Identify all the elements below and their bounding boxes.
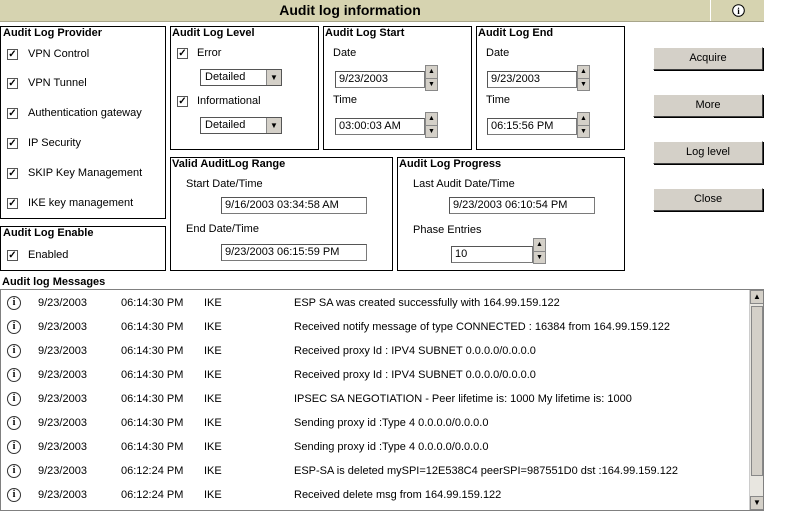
chevron-down-icon[interactable]: ▼ — [266, 70, 281, 85]
message-source: IKE — [204, 321, 222, 333]
provider-checkbox[interactable]: ✓ — [8, 168, 17, 179]
chevron-down-icon[interactable]: ▼ — [266, 118, 281, 133]
provider-checkbox[interactable]: ✓ — [8, 108, 17, 119]
provider-checkbox[interactable]: ✓ — [8, 198, 17, 209]
scroll-up-icon[interactable]: ▲ — [750, 290, 764, 304]
message-text: ESP-SA is deleted mySPI=12E538C4 peerSPI=987551D0 dst :164.99.159.122 — [294, 465, 679, 477]
message-time: 06:14:30 PM — [121, 393, 184, 405]
range-start-label: Start Date/Time — [186, 178, 263, 190]
message-text: Received proxy Id : IPV4 SUBNET 0.0.0.0/0.0.0.0 — [294, 345, 536, 357]
message-date: 9/23/2003 — [38, 321, 87, 333]
provider-title: Audit Log Provider — [3, 27, 102, 39]
message-time: 06:12:24 PM — [121, 465, 184, 477]
message-text: Sending proxy id :Type 4 0.0.0.0/0.0.0.0 — [294, 417, 489, 429]
start-time-label: Time — [333, 94, 358, 106]
page-title: Audit log information — [279, 2, 421, 18]
phase-entries-label: Phase Entries — [413, 224, 482, 236]
start-date-label: Date — [333, 47, 357, 59]
info-icon: i — [7, 440, 21, 454]
message-time: 06:14:30 PM — [121, 369, 184, 381]
spin-down-icon[interactable]: ▼ — [536, 254, 543, 261]
end-date-field[interactable]: 9/23/2003 — [487, 71, 577, 88]
info-icon: i — [7, 416, 21, 430]
progress-title: Audit Log Progress — [399, 158, 502, 170]
provider-label: VPN Tunnel — [28, 77, 87, 89]
message-time: 06:14:30 PM — [121, 297, 184, 309]
message-time: 06:12:24 PM — [121, 489, 184, 501]
error-level-value: Detailed — [205, 71, 246, 83]
message-date: 9/23/2003 — [38, 465, 87, 477]
message-row[interactable] — [1, 412, 746, 436]
start-date-spinner[interactable] — [425, 65, 438, 91]
message-time: 06:14:30 PM — [121, 417, 184, 429]
title-bar — [0, 0, 764, 22]
range-start-field[interactable]: 9/16/2003 03:34:58 AM — [221, 197, 367, 214]
message-date: 9/23/2003 — [38, 441, 87, 453]
info-icon: i — [7, 344, 21, 358]
error-level-select[interactable] — [200, 69, 282, 86]
message-date: 9/23/2003 — [38, 393, 87, 405]
message-source: IKE — [204, 369, 222, 381]
messages-list[interactable] — [0, 289, 764, 511]
end-time-field[interactable]: 06:15:56 PM — [487, 118, 577, 135]
info-icon: i — [7, 320, 21, 334]
info-level-value: Detailed — [205, 119, 246, 131]
spin-up-icon[interactable]: ▲ — [578, 66, 589, 79]
message-row[interactable] — [1, 484, 746, 508]
provider-label: IKE key management — [28, 197, 134, 209]
message-text: Received proxy Id : IPV4 SUBNET 0.0.0.0/0.0.0.0 — [294, 369, 536, 381]
error-checkbox[interactable]: ✓ — [178, 48, 187, 59]
enabled-checkbox[interactable]: ✓ — [8, 250, 17, 261]
scroll-down-icon[interactable]: ▼ — [750, 496, 764, 510]
message-source: IKE — [204, 465, 222, 477]
message-date: 9/23/2003 — [38, 297, 87, 309]
message-source: IKE — [204, 417, 222, 429]
range-end-label: End Date/Time — [186, 223, 259, 235]
message-row[interactable] — [1, 340, 746, 364]
end-time-label: Time — [486, 94, 511, 106]
end-date-label: Date — [486, 47, 510, 59]
provider-label: VPN Control — [28, 48, 90, 60]
last-audit-field[interactable]: 9/23/2003 06:10:54 PM — [449, 197, 595, 214]
info-icon — [732, 4, 745, 17]
phase-entries-field[interactable]: 10 — [451, 246, 533, 263]
message-row[interactable] — [1, 388, 746, 412]
info-button[interactable] — [710, 0, 765, 21]
phase-entries-spinner[interactable] — [533, 238, 546, 264]
message-date: 9/23/2003 — [38, 489, 87, 501]
provider-label: IP Security — [28, 137, 81, 149]
range-end-field[interactable]: 9/23/2003 06:15:59 PM — [221, 244, 367, 261]
start-date-field[interactable]: 9/23/2003 — [335, 71, 425, 88]
last-audit-label: Last Audit Date/Time — [413, 178, 515, 190]
message-source: IKE — [204, 393, 222, 405]
informational-label: Informational — [197, 95, 261, 107]
message-date: 9/23/2003 — [38, 369, 87, 381]
message-source: IKE — [204, 345, 222, 357]
message-source: IKE — [204, 441, 222, 453]
spin-up-icon[interactable]: ▲ — [534, 239, 545, 252]
end-title: Audit Log End — [478, 27, 554, 39]
spin-down-icon[interactable]: ▼ — [580, 81, 587, 88]
message-text: Sending proxy id :Type 4 0.0.0.0/0.0.0.0 — [294, 441, 489, 453]
provider-checkbox[interactable]: ✓ — [8, 49, 17, 60]
info-icon: i — [7, 488, 21, 502]
start-time-field[interactable]: 03:00:03 AM — [335, 118, 425, 135]
provider-checkbox[interactable]: ✓ — [8, 138, 17, 149]
acquire-button[interactable]: Acquire — [653, 47, 763, 70]
info-icon: i — [7, 368, 21, 382]
info-level-select[interactable] — [200, 117, 282, 134]
message-row[interactable] — [1, 292, 746, 316]
message-text: IPSEC SA NEGOTIATION - Peer lifetime is: 1000 My lifetime is: 1000 — [294, 393, 632, 405]
message-row[interactable] — [1, 460, 746, 484]
start-title: Audit Log Start — [325, 27, 405, 39]
spin-up-icon[interactable]: ▲ — [426, 66, 437, 79]
info-icon: i — [7, 392, 21, 406]
message-source: IKE — [204, 489, 222, 501]
end-date-spinner[interactable] — [577, 65, 590, 91]
message-time: 06:14:30 PM — [121, 345, 184, 357]
provider-label: SKIP Key Management — [28, 167, 143, 179]
message-row[interactable] — [1, 316, 746, 340]
spin-down-icon[interactable]: ▼ — [428, 128, 435, 135]
informational-checkbox[interactable]: ✓ — [178, 96, 187, 107]
spin-up-icon[interactable]: ▲ — [426, 113, 437, 126]
message-text: Received notify message of type CONNECTED : 16384 from 164.99.159.122 — [294, 321, 671, 333]
info-icon: i — [7, 296, 21, 310]
messages-scrollbar[interactable] — [749, 290, 764, 510]
message-date: 9/23/2003 — [38, 417, 87, 429]
message-time: 06:14:30 PM — [121, 321, 184, 333]
end-time-spinner[interactable] — [577, 112, 590, 138]
spin-down-icon[interactable]: ▼ — [428, 81, 435, 88]
spin-down-icon[interactable]: ▼ — [580, 128, 587, 135]
enable-title: Audit Log Enable — [3, 227, 94, 239]
close-button[interactable]: Close — [653, 188, 763, 211]
provider-label: Authentication gateway — [28, 107, 142, 119]
level-title: Audit Log Level — [172, 27, 255, 39]
more-button[interactable]: More — [653, 94, 763, 117]
message-time: 06:14:30 PM — [121, 441, 184, 453]
range-title: Valid AuditLog Range — [172, 158, 286, 170]
scroll-thumb[interactable] — [751, 306, 763, 476]
message-text: Received delete msg from 164.99.159.122 — [294, 489, 502, 501]
svg-text:i: i — [736, 6, 740, 16]
message-row[interactable] — [1, 436, 746, 460]
message-row[interactable] — [1, 364, 746, 388]
log-level-button[interactable]: Log level — [653, 141, 763, 164]
info-icon: i — [7, 464, 21, 478]
message-text: ESP SA was created successfully with 164.99.159.122 — [294, 297, 560, 309]
error-label: Error — [197, 47, 222, 59]
message-source: IKE — [204, 297, 222, 309]
provider-checkbox[interactable]: ✓ — [8, 78, 17, 89]
spin-up-icon[interactable]: ▲ — [578, 113, 589, 126]
messages-title: Audit log Messages — [2, 276, 106, 288]
start-time-spinner[interactable] — [425, 112, 438, 138]
message-date: 9/23/2003 — [38, 345, 87, 357]
enabled-label: Enabled — [28, 249, 69, 261]
